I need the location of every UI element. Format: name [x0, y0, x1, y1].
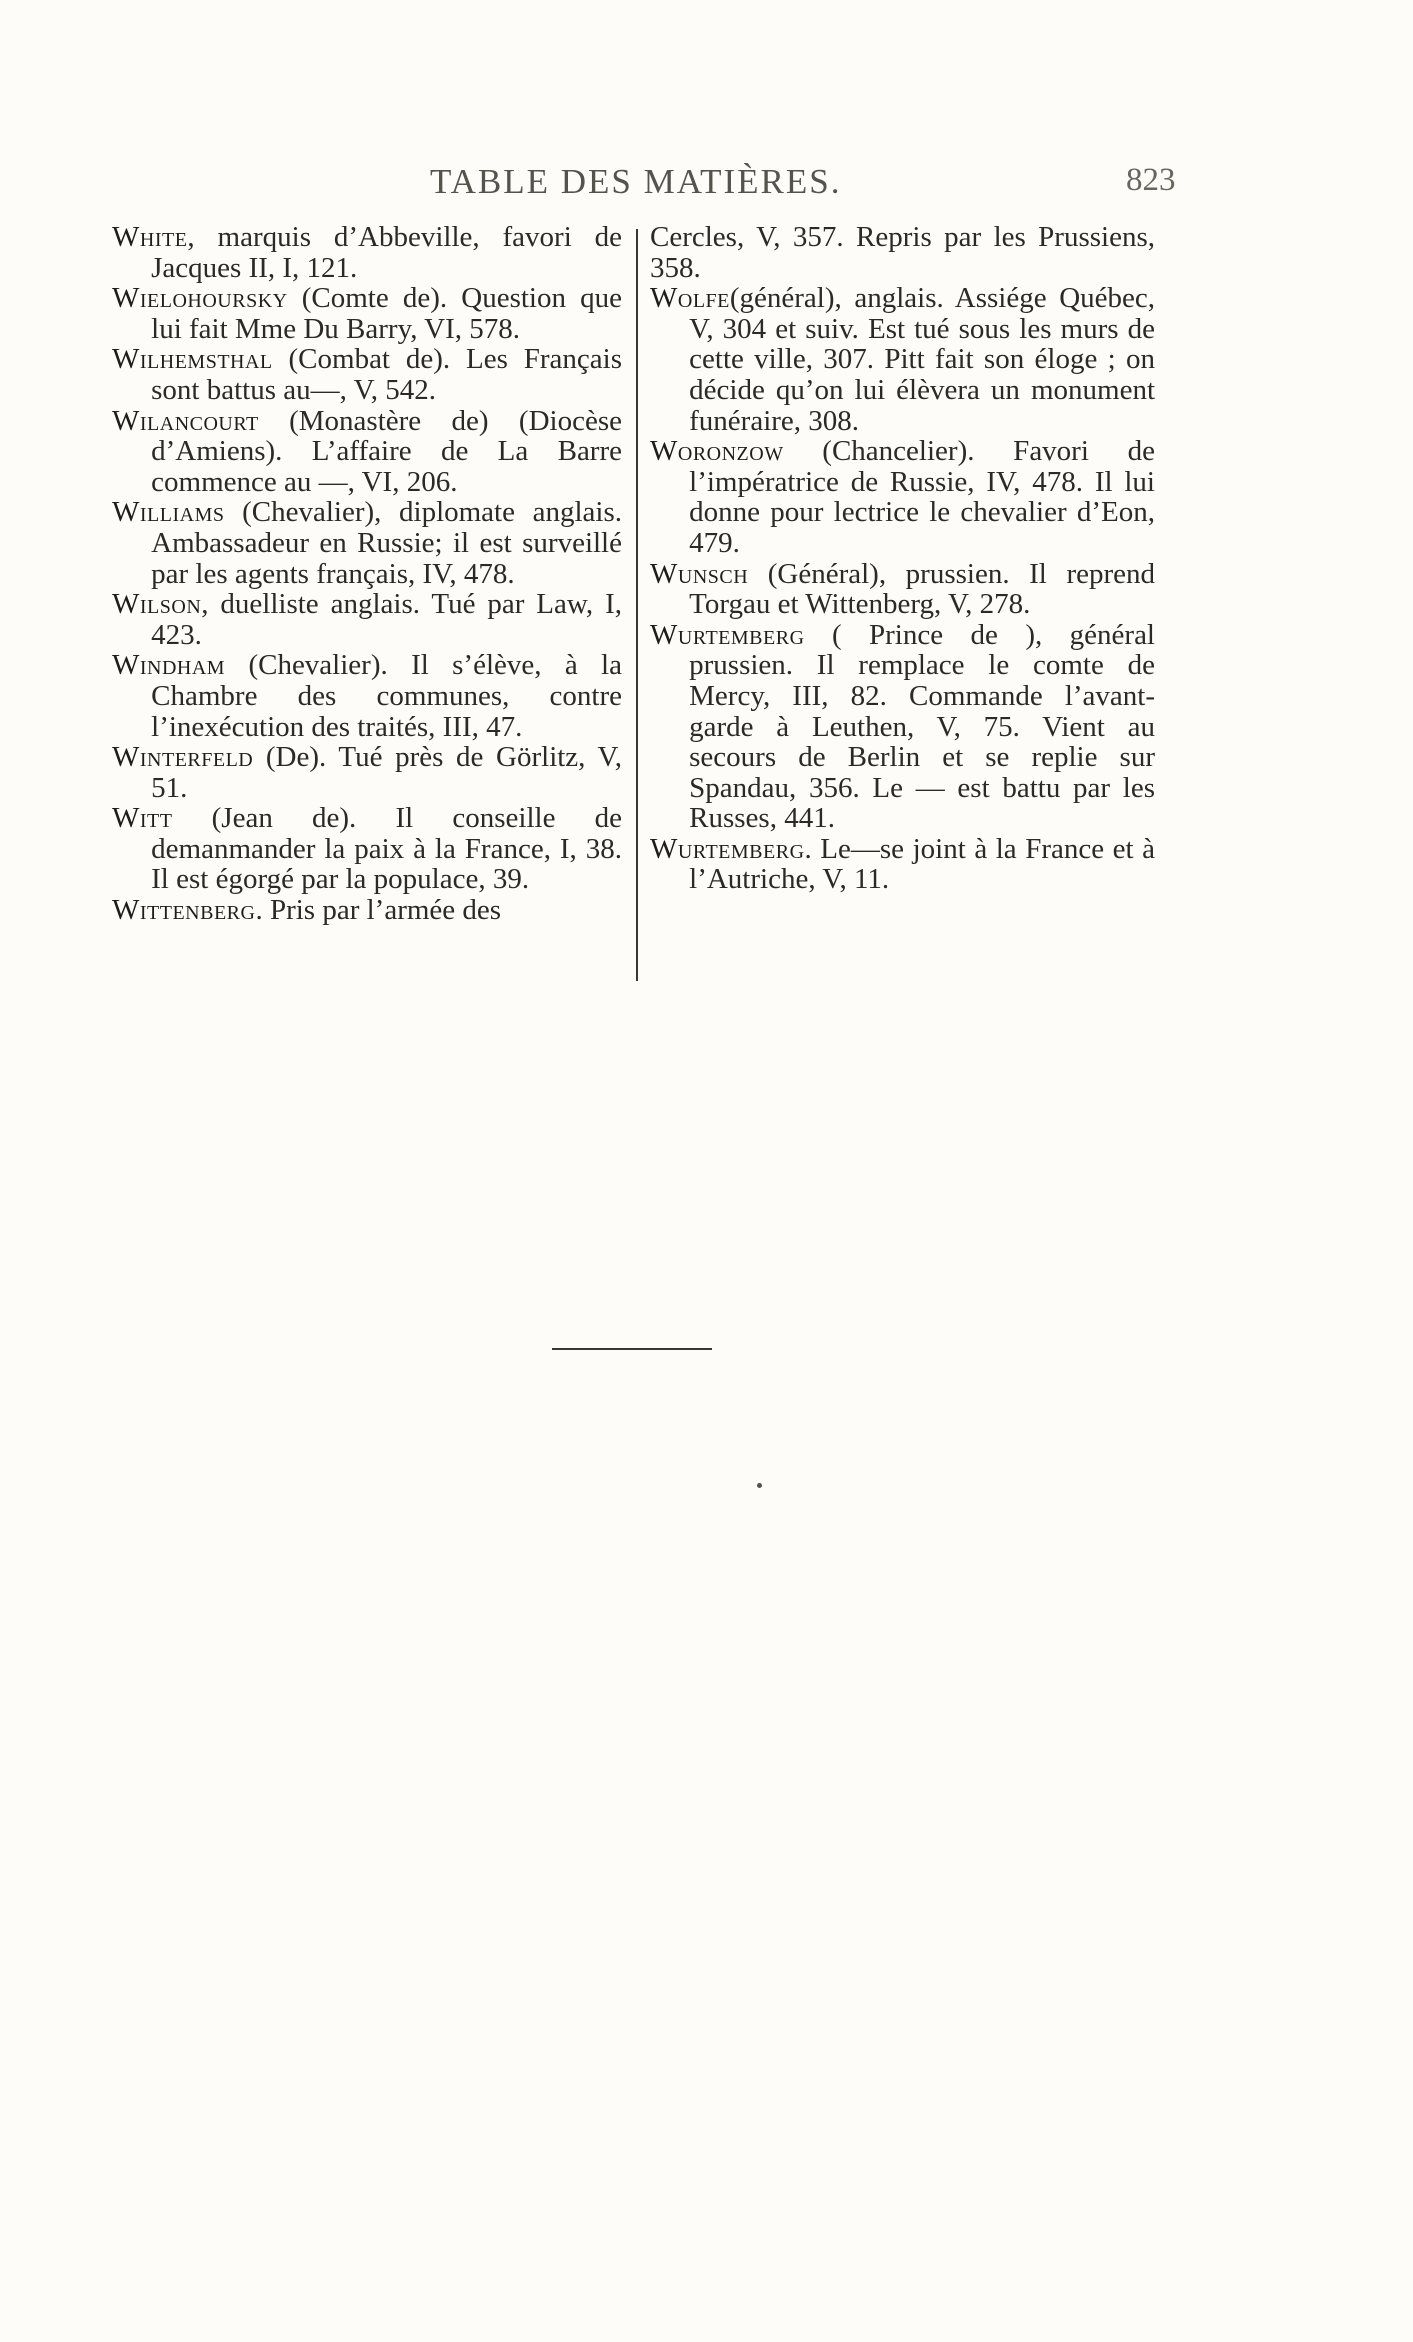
- index-entry: [112, 742, 622, 803]
- index-entry: [650, 436, 1155, 558]
- entry-text: ( Prince de ), général prussien. Il remplace le comte de Mercy, III, 82. Commande l’avant-garde à Leuthen, V, 75. Vient au secours de Berlin et se replie sur Spandau, 356. Le — est battu par les Russes, 441.: [689, 618, 1155, 835]
- entry-headword: Windham: [112, 649, 226, 682]
- entry-text: (Chancelier). Favori de l’impératrice de Russie, IV, 478. Il lui donne pour lectrice le chevalier d’Eon, 479.: [689, 435, 1155, 559]
- running-title: TABLE DES MATIÈRES.: [430, 162, 842, 201]
- end-rule: [552, 1348, 712, 1350]
- index-entry: [112, 650, 622, 742]
- index-entry: [650, 283, 1155, 436]
- index-entry-continuation: [650, 222, 1155, 283]
- entry-text: (Chevalier), diplomate anglais. Ambassadeur en Russie; il est surveillé par les agents français, IV, 478.: [151, 496, 622, 590]
- entry-text: (Général), prussien. Il reprend Torgau et Wittenberg, V, 278.: [689, 557, 1155, 621]
- index-entry: [112, 589, 622, 650]
- index-entry: [112, 344, 622, 405]
- index-column-left: [112, 222, 622, 926]
- entry-headword: White: [112, 221, 188, 253]
- entry-headword: Wurtemberg: [650, 832, 805, 865]
- entry-headword: Williams: [112, 496, 225, 529]
- entry-headword: Wilancourt: [112, 404, 259, 437]
- entry-text: (Comte de). Question que lui fait Mme Du Barry, VI, 578.: [151, 282, 622, 345]
- entry-text: . Le—se joint à la France et à l’Autriche, V, 11.: [689, 832, 1155, 896]
- index-entry: [112, 222, 622, 283]
- entry-text: , duelliste anglais. Tué par Law, I, 423.: [151, 588, 622, 651]
- entry-headword: Wolfe: [650, 282, 730, 315]
- index-entry: [112, 895, 622, 926]
- entry-text: (Chevalier). Il s’élève, à la Chambre des communes, contre l’inexécution des traités, III, 47.: [151, 649, 622, 743]
- entry-headword: Witt: [112, 802, 173, 835]
- index-column-right: [650, 222, 1155, 895]
- entry-headword: Wielohoursky: [112, 282, 288, 315]
- ink-speck: [757, 1483, 762, 1488]
- entry-text: (Combat de). Les Français sont battus au—, V, 542.: [151, 343, 622, 406]
- index-entry: [650, 834, 1155, 895]
- page-number: 823: [1126, 162, 1176, 198]
- index-entry: [650, 559, 1155, 620]
- entry-text: . Pris par l’armée des: [255, 894, 502, 927]
- entry-headword: Woronzow: [650, 435, 784, 468]
- index-entry: [112, 406, 622, 498]
- entry-headword: Wilhemsthal: [112, 343, 273, 376]
- entry-headword: Winterfeld: [112, 741, 254, 774]
- index-entry: [112, 283, 622, 344]
- entry-text: , marquis d’Abbeville, favori de Jacques II, I, 121.: [151, 221, 622, 284]
- entry-headword: Wilson: [112, 588, 202, 621]
- entry-text: (général), anglais. Assiége Québec, V, 304 et suiv. Est tué sous les murs de cette ville, 307. Pitt fait son éloge ; on décide qu’on lui élèvera un monument funéraire, 308.: [689, 282, 1155, 437]
- index-entry: [112, 497, 622, 589]
- entry-headword: Wittenberg: [112, 894, 256, 927]
- entry-text: (Jean de). Il conseille de demanmander la paix à la France, I, 38. Il est égorgé par la populace, 39.: [151, 802, 622, 896]
- index-entry: [112, 803, 622, 895]
- column-divider: [636, 229, 638, 981]
- entry-text: (Monastère de) (Diocèse d’Amiens). L’affaire de La Barre commence au —, VI, 206.: [151, 404, 622, 498]
- entry-text: Cercles, V, 357. Repris par les Prussiens, 358.: [650, 221, 1155, 284]
- index-entry: [650, 620, 1155, 834]
- entry-headword: Wunsch: [650, 557, 749, 590]
- entry-text: (De). Tué près de Görlitz, V, 51.: [151, 741, 622, 804]
- entry-headword: Wurtemberg: [650, 618, 805, 651]
- page-header: [0, 162, 1413, 202]
